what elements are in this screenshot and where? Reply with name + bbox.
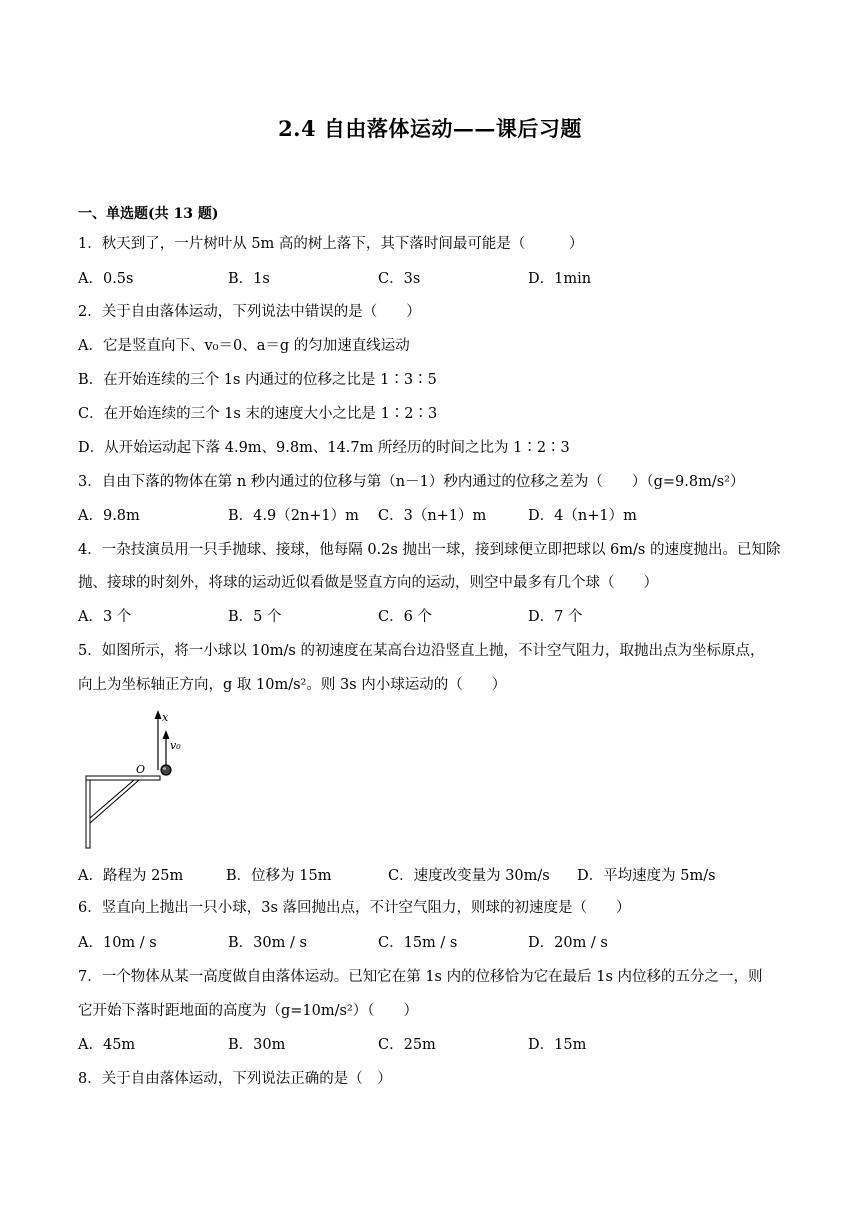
q5-option-a: A．路程为 25m bbox=[78, 868, 184, 884]
question-7-stem-line-2: 它开始下落时距地面的高度为（g=10m/s²）（ ） bbox=[78, 1003, 419, 1019]
platform-top bbox=[86, 776, 160, 780]
platform-pole bbox=[86, 780, 90, 848]
q6-option-c: C．15m / s bbox=[378, 935, 458, 951]
q2-option-c: C．在开始连续的三个 1s 末的速度大小之比是 1∶2∶3 bbox=[78, 406, 438, 422]
velocity-label: v₀ bbox=[170, 739, 181, 752]
page-title: 2.4 自由落体运动——课后习题 bbox=[278, 116, 582, 141]
q3-option-c: C．3（n+1）m bbox=[378, 508, 487, 524]
q6-option-a: A．10m / s bbox=[78, 935, 157, 951]
q6-option-d: D．20m / s bbox=[528, 935, 608, 951]
q4-option-d: D．7 个 bbox=[528, 609, 583, 625]
q3-option-a: A．9.8m bbox=[78, 508, 140, 524]
platform-brace bbox=[90, 780, 134, 818]
question-4-stem-line-1: 4．一杂技演员用一只手抛球、接球，他每隔 0.2s 抛出一球，接到球便立即把球以 6m/s 的速度抛出。已知除 bbox=[78, 542, 781, 558]
question-1-stem: 1．秋天到了，一片树叶从 5m 高的树上落下，其下落时间最可能是（ ） bbox=[78, 236, 584, 252]
q3-option-d: D．4（n+1）m bbox=[528, 508, 637, 524]
q4-option-b: B．5 个 bbox=[228, 609, 282, 625]
question-4-options bbox=[78, 607, 798, 627]
question-8-stem: 8．关于自由落体运动，下列说法正确的是（ ） bbox=[78, 1071, 392, 1087]
q1-option-a: A．0.5s bbox=[78, 271, 134, 287]
q3-option-b: B．4.9（2n+1）m bbox=[228, 508, 359, 524]
q5-option-d: D．平均速度为 5m/s bbox=[577, 868, 716, 884]
platform-projectile-figure bbox=[82, 708, 192, 850]
question-5-options bbox=[78, 866, 798, 886]
question-2-stem: 2．关于自由落体运动，下列说法中错误的是（ ） bbox=[78, 304, 421, 320]
question-1-options bbox=[78, 269, 798, 289]
q1-option-d: D．1min bbox=[528, 271, 592, 287]
question-6-options bbox=[78, 933, 798, 953]
x-axis-arrowhead bbox=[155, 710, 162, 719]
section-heading: 一、单选题(共 13 题) bbox=[78, 206, 219, 222]
question-3-stem: 3．自由下落的物体在第 n 秒内通过的位移与第（n－1）秒内通过的位移之差为（ ）（g=9.8m/s²） bbox=[78, 474, 745, 490]
q4-option-a: A．3 个 bbox=[78, 609, 132, 625]
question-4-stem-line-2: 抛、接球的时刻外，将球的运动近似看做是竖直方向的运动，则空中最多有几个球（ ） bbox=[78, 575, 658, 591]
velocity-arrowhead bbox=[163, 730, 170, 739]
q5-option-c: C．速度改变量为 30m/s bbox=[388, 868, 550, 884]
q6-option-b: B．30m / s bbox=[228, 935, 307, 951]
origin-label: O bbox=[136, 763, 146, 776]
q4-option-c: C．6 个 bbox=[378, 609, 432, 625]
question-7-options bbox=[78, 1035, 798, 1055]
x-axis-label: x bbox=[162, 711, 169, 724]
q2-option-d: D．从开始运动起下落 4.9m、9.8m、14.7m 所经历的时间之比为 1∶2∶3 bbox=[78, 440, 570, 456]
q7-option-a: A．45m bbox=[78, 1037, 136, 1053]
question-3-options bbox=[78, 506, 798, 526]
q2-option-a: A．它是竖直向下、v₀＝0、a＝g 的匀加速直线运动 bbox=[78, 338, 410, 354]
q7-option-d: D．15m bbox=[528, 1037, 587, 1053]
question-5-stem-line-1: 5．如图所示，将一小球以 10m/s 的初速度在某高台边沿竖直上抛，不计空气阻力，取抛出点为坐标原点， bbox=[78, 643, 765, 659]
question-7-stem-line-1: 7．一个物体从某一高度做自由落体运动。已知它在第 1s 内的位移恰为它在最后 1s 内位移的五分之一，则 bbox=[78, 969, 763, 985]
q7-option-c: C．25m bbox=[378, 1037, 436, 1053]
ball-icon bbox=[161, 765, 171, 775]
q2-option-b: B．在开始连续的三个 1s 内通过的位移之比是 1∶3∶5 bbox=[78, 372, 437, 388]
question-5-stem-line-2: 向上为坐标轴正方向，g 取 10m/s²。则 3s 内小球运动的（ ） bbox=[78, 677, 507, 693]
q7-option-b: B．30m bbox=[228, 1037, 286, 1053]
q1-option-c: C．3s bbox=[378, 271, 421, 287]
q1-option-b: B．1s bbox=[228, 271, 270, 287]
question-6-stem: 6．竖直向上抛出一只小球，3s 落回抛出点，不计空气阻力，则球的初速度是（ ） bbox=[78, 900, 631, 916]
q5-option-b: B．位移为 15m bbox=[226, 868, 332, 884]
